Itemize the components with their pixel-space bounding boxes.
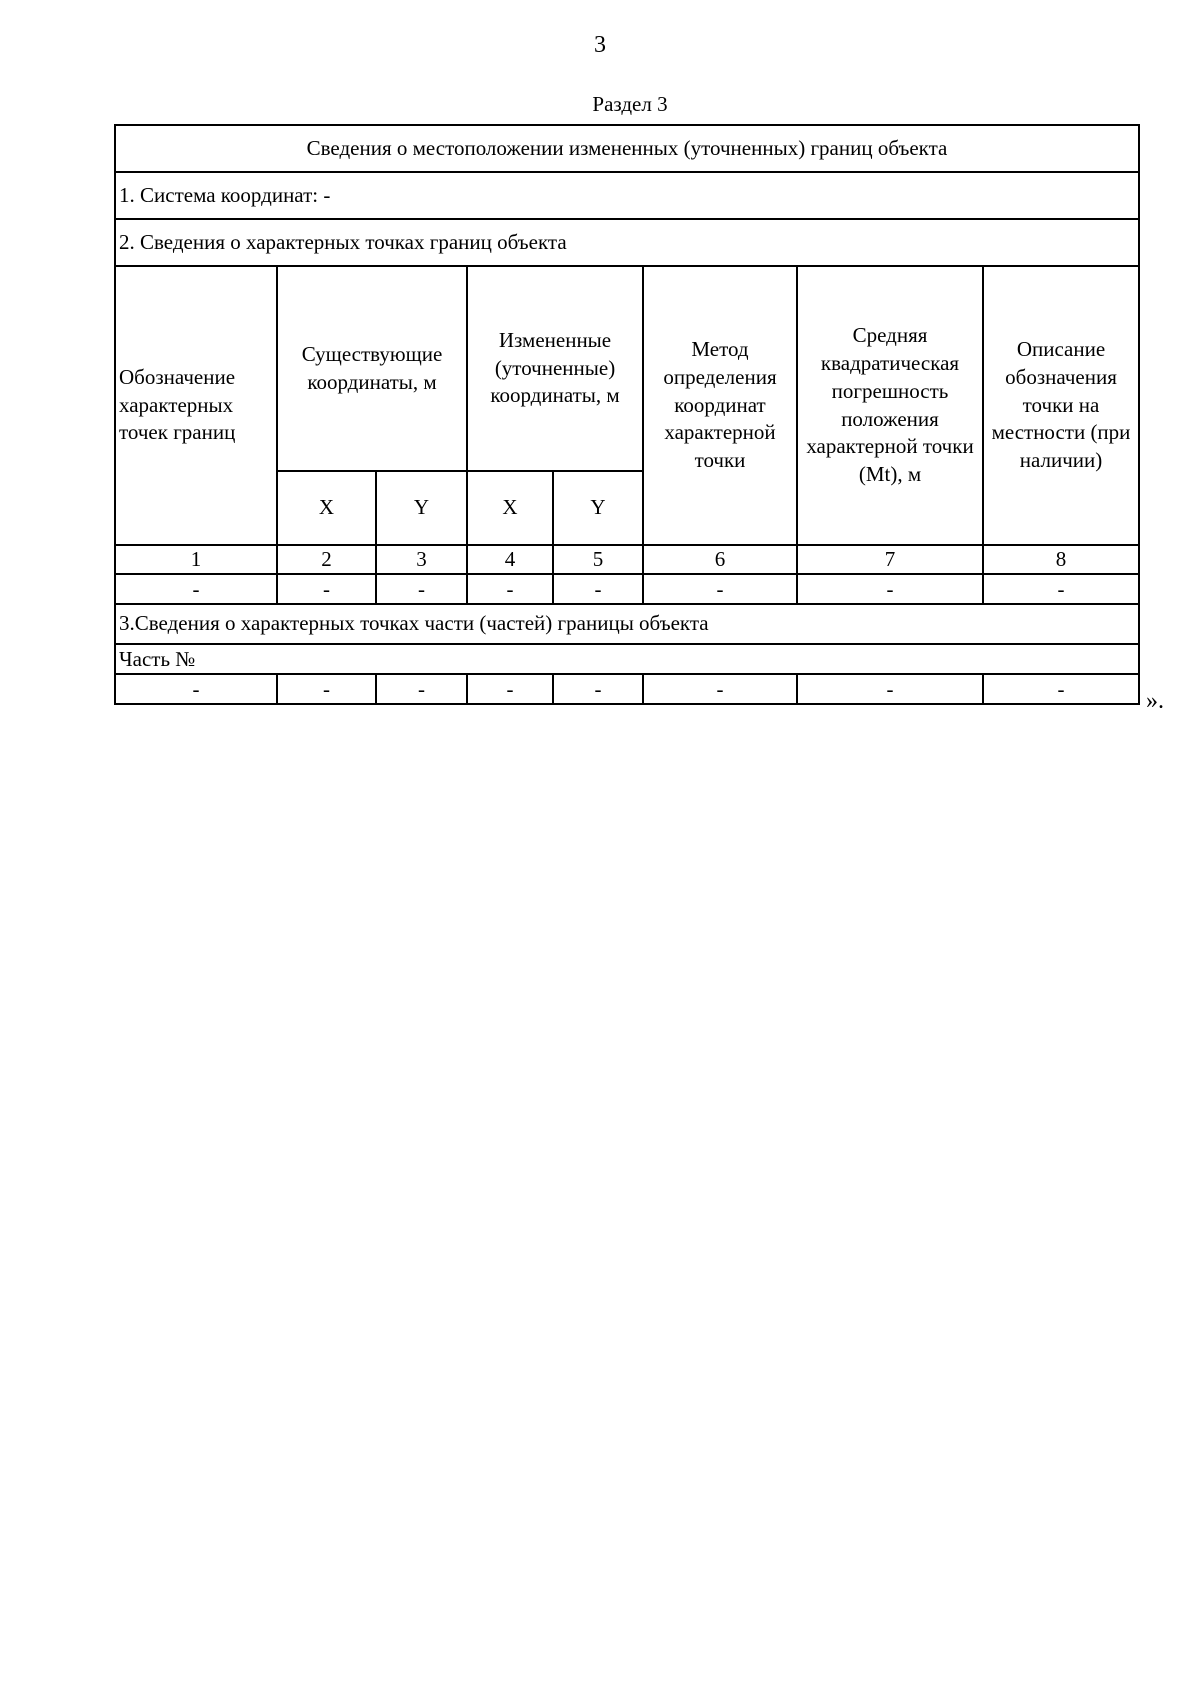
column-number: 3	[376, 545, 467, 574]
closing-quote-mark: ».	[1146, 688, 1164, 714]
column-number: 2	[277, 545, 376, 574]
table-cell: -	[643, 574, 797, 604]
table-cell: -	[467, 574, 553, 604]
section-title: Раздел 3	[592, 92, 668, 116]
table-cell: -	[467, 674, 553, 704]
table-cell: -	[553, 574, 643, 604]
header-changed-coordinates: Измененные (уточненные) координаты, м	[467, 266, 643, 471]
header-method: Метод определения координат характерной точки	[643, 266, 797, 545]
column-number: 8	[983, 545, 1139, 574]
header-changed-y: Y	[553, 471, 643, 545]
header-existing-coordinates: Существующие координаты, м	[277, 266, 467, 471]
page-number: 3	[594, 32, 606, 58]
header-mean-square-error: Средняя квадратическая погрешность положения характерной точки (Mt), м	[797, 266, 983, 545]
column-number: 7	[797, 545, 983, 574]
table-cell: -	[983, 574, 1139, 604]
table-cell: -	[376, 574, 467, 604]
header-point-description: Описание обозначения точки на местности (при наличии)	[983, 266, 1139, 545]
header-existing-y: Y	[376, 471, 467, 545]
column-number: 4	[467, 545, 553, 574]
column-number: 5	[553, 545, 643, 574]
header-existing-x: X	[277, 471, 376, 545]
table-cell: -	[553, 674, 643, 704]
table-cell: -	[115, 674, 277, 704]
table-cell: -	[115, 574, 277, 604]
table-cell: -	[277, 674, 376, 704]
header-designation: Обозначение характерных точек границ	[115, 266, 277, 545]
table-cell: -	[376, 674, 467, 704]
header-changed-x: X	[467, 471, 553, 545]
table-cell: -	[277, 574, 376, 604]
parts-heading-row: 3.Сведения о характерных точках части (частей) границы объекта	[115, 604, 1139, 644]
boundary-points-table	[114, 124, 1140, 705]
table-cell: -	[983, 674, 1139, 704]
column-number: 6	[643, 545, 797, 574]
column-number: 1	[115, 545, 277, 574]
table-cell: -	[797, 574, 983, 604]
part-number-row: Часть №	[115, 644, 1139, 674]
coordinate-system-row: 1. Система координат: -	[115, 172, 1139, 219]
table-title: Сведения о местоположении измененных (уточненных) границ объекта	[115, 125, 1139, 172]
table-cell: -	[643, 674, 797, 704]
points-heading-row: 2. Сведения о характерных точках границ объекта	[115, 219, 1139, 266]
table-cell: -	[797, 674, 983, 704]
